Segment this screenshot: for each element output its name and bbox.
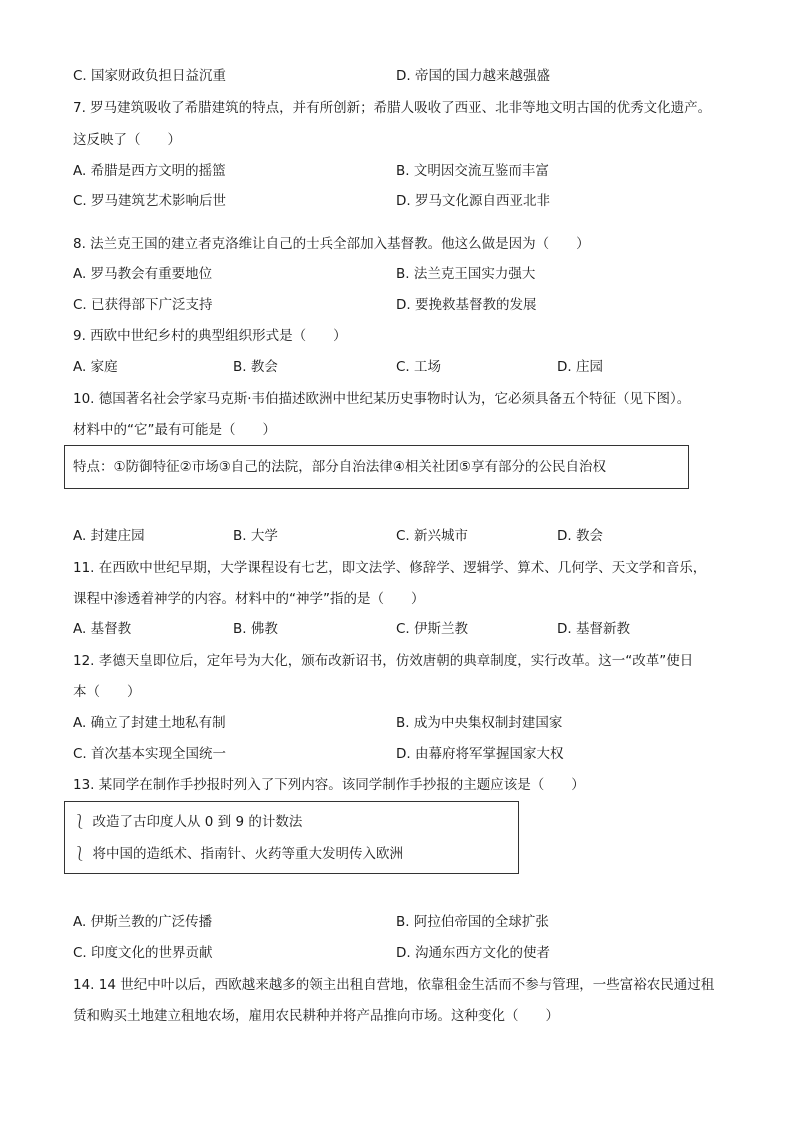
q13-option-b: B. 阿拉伯帝国的全球扩张 [396,914,549,930]
q12-stem-line2: 本（ ） [73,684,141,700]
q7-option-a: A. 希腊是西方文明的摇篮 [73,163,226,179]
q13-material-line1 [73,813,302,831]
q13-material-line2 [73,845,403,863]
q11-option-c: C. 伊斯兰教 [396,621,469,637]
q11-option-b: B. 佛教 [233,621,278,637]
q10-stem-line1: 10. 德国著名社会学家马克斯·韦伯描述欧洲中世纪某历史事物时认为，它必须具备五个特征（见下图）。 [73,391,691,407]
q8-option-a: A. 罗马教会有重要地位 [73,266,213,282]
q13-material-box [64,801,519,874]
q9-option-d: D. 庄园 [557,359,603,375]
q11-stem-line1: 11. 在西欧中世纪早期，大学课程设有七艺，即文法学、修辞学、逻辑学、算术、几何学、天文学和音乐， [73,560,707,576]
q13-material-text2: 将中国的造纸术、指南针、火药等重大发明传入欧洲 [92,846,403,862]
q6-option-c: C. 国家财政负担日益沉重 [73,68,227,84]
q7-option-b: B. 文明因交流互鉴而丰富 [396,163,549,179]
q10-material-text: 特点：①防御特征②市场③自己的法院，部分自治法律④相关社团⑤享有部分的公民自治权 [73,459,607,475]
q10-option-c: C. 新兴城市 [396,528,469,544]
q8-stem: 8. 法兰克王国的建立者克洛维让自己的士兵全部加入基督教。他这么做是因为（ ） [73,236,590,252]
q9-option-b: B. 教会 [233,359,278,375]
q12-option-a: A. 确立了封建土地私有制 [73,715,226,731]
q13-option-a: A. 伊斯兰教的广泛传播 [73,914,213,930]
q11-option-d: D. 基督新教 [557,621,630,637]
q13-option-c: C. 印度文化的世界贡献 [73,945,213,961]
q8-option-b: B. 法兰克王国实力强大 [396,266,536,282]
q6-option-d: D. 帝国的国力越来越强盛 [396,68,550,84]
q11-option-a: A. 基督教 [73,621,132,637]
q12-option-c: C. 首次基本实现全国统一 [73,746,227,762]
q8-option-d: D. 要挽救基督教的发展 [396,297,537,313]
q11-stem-line2: 课程中渗透着神学的内容。材料中的“神学”指的是（ ） [73,591,425,607]
q10-option-d: D. 教会 [557,528,603,544]
q14-stem-line2: 赁和购买土地建立租地农场，雇用农民耕种并将产品推向市场。这种变化（ ） [73,1008,559,1024]
q7-option-c: C. 罗马建筑艺术影响后世 [73,193,227,209]
q9-option-a: A. 家庭 [73,359,118,375]
q7-stem-line2: 这反映了（ ） [73,132,181,148]
q9-stem: 9. 西欧中世纪乡村的典型组织形式是（ ） [73,328,347,344]
q10-stem-line2: 材料中的“它”最有可能是（ ） [73,422,276,438]
q12-stem-line1: 12. 孝德天皇即位后，定年号为大化，颁布改新诏书，仿效唐朝的典章制度，实行改革。这一“改革”使日 [73,653,694,669]
q14-stem-line1: 14. 14 世纪中叶以后，西欧越来越多的领主出租自营地，依靠租金生活而不参与管理，一些富裕农民通过租 [73,977,715,993]
bullet-bracket-icon: ⎱ [73,846,87,862]
bullet-bracket-icon: ⎱ [73,814,87,830]
q8-option-c: C. 已获得部下广泛支持 [73,297,213,313]
q13-stem: 13. 某同学在制作手抄报时列入了下列内容。该同学制作手抄报的主题应该是（ ） [73,777,585,793]
q13-material-text1: 改造了古印度人从 0 到 9 的计数法 [92,814,303,830]
q12-option-b: B. 成为中央集权制封建国家 [396,715,563,731]
q13-option-d: D. 沟通东西方文化的使者 [396,945,550,961]
q7-option-d: D. 罗马文化源自西亚北非 [396,193,550,209]
q9-option-c: C. 工场 [396,359,442,375]
q12-option-d: D. 由幕府将军掌握国家大权 [396,746,564,762]
q7-stem-line1: 7. 罗马建筑吸收了希腊建筑的特点，并有所创新；希腊人吸收了西亚、北非等地文明古国的优秀文化遗产。 [73,100,712,116]
q10-option-a: A. 封建庄园 [73,528,145,544]
q10-option-b: B. 大学 [233,528,278,544]
